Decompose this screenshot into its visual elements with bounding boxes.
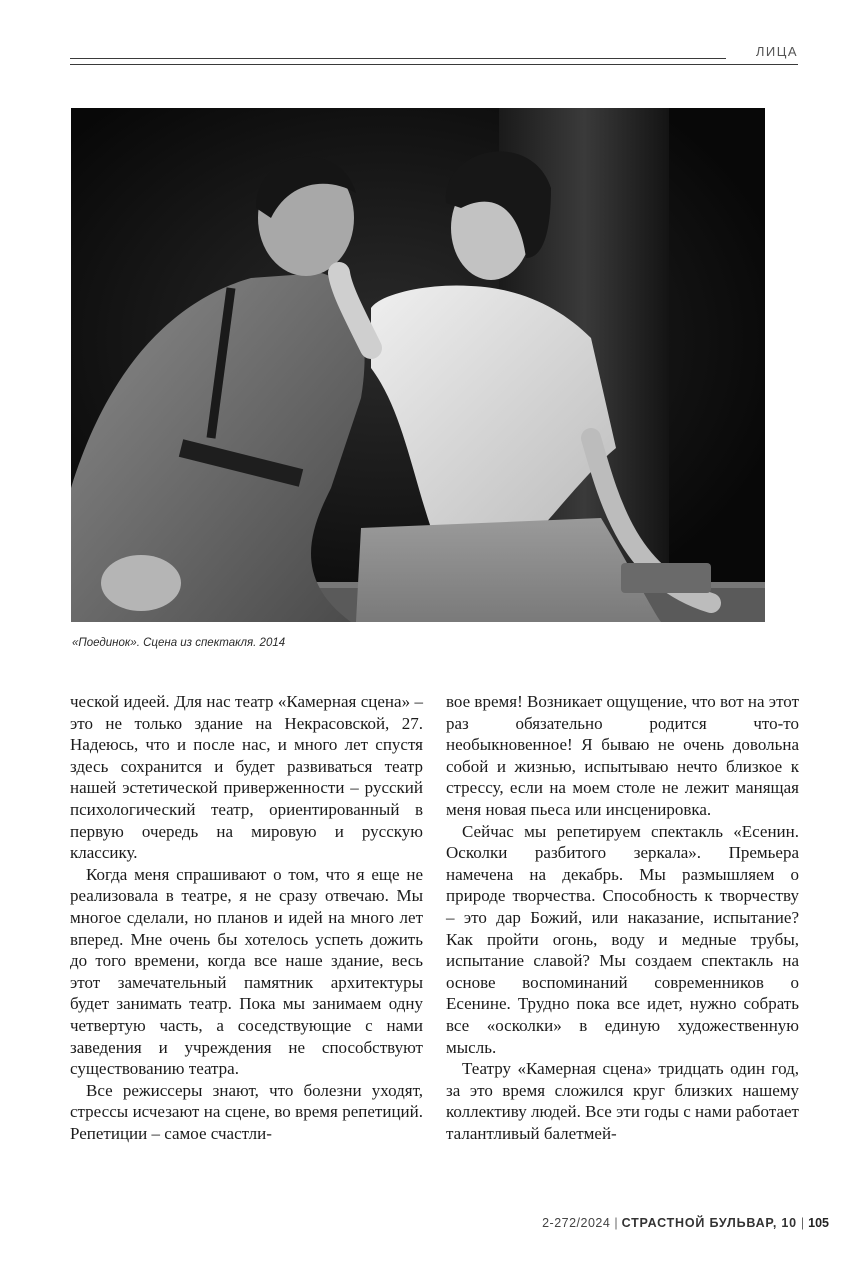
page-number: 105 xyxy=(808,1216,829,1230)
header-rule-upper xyxy=(70,58,726,59)
paragraph: Сейчас мы репетируем спектакль «Есенин. Осколки разбитого зеркала». Премьера намечена на декабрь. Мы размышляем о природе творчества. Способность к творчеству – это дар Божий, или наказание, испытание? Как пройти огонь, воду и медные трубы, испытание славой? Мы создаем спектакль на основе воспоминаний современников о Есенине. Трудно пока все идет, нужно собрать все «осколки» в единую художественную мысль. xyxy=(446,821,799,1057)
stage-photo xyxy=(71,108,765,622)
issue-number: 2-272/2024 xyxy=(542,1216,611,1230)
section-label: ЛИЦА xyxy=(755,44,798,59)
photo-caption: «Поединок». Сцена из спектакля. 2014 xyxy=(72,637,286,649)
magazine-title: СТРАСТНОЙ БУЛЬВАР, 10 xyxy=(621,1216,797,1230)
footer-separator: | xyxy=(614,1216,618,1230)
paragraph: Когда меня спрашивают о том, что я еще не реализовала в театре, я не сразу отвечаю. Мы многое сделали, но планов и идей на много лет вперед. Мне очень бы хотелось успеть дожить до того времени, когда все наше здание, весь этот замечательный памятник архитектуры будет занимать театр. Пока мы занимаем одну четвертую часть, а соседствующие с нами заведения и учреждения не способствуют существованию театра. xyxy=(70,864,423,1079)
paragraph: ческой идеей. Для нас театр «Камерная сцена» – это не только здание на Некрасовской, 27. Надеюсь, что и после нас, и много лет спустя здесь сохранится и будет развиваться театр нашей эстетической приверженности – русский психологический театр, ориентированный в первую очередь на мировую и русскую классику. xyxy=(70,692,423,863)
article-column-left xyxy=(70,691,423,1144)
paragraph: Театру «Камерная сцена» тридцать один год, за это время сложился круг близких нашему коллективу людей. Все эти годы с нами работает талантливый балетмей- xyxy=(446,1059,799,1143)
header-rule-lower xyxy=(70,64,798,65)
paragraph: Все режиссеры знают, что болезни уходят, стрессы исчезают на сцене, во время репетиций. Репетиции – самое счастли- xyxy=(70,1080,423,1143)
footer-separator: | xyxy=(800,1216,805,1230)
article-column-right xyxy=(446,691,799,1144)
page-footer xyxy=(542,1216,829,1230)
paragraph: вое время! Возникает ощущение, что вот на этот раз обязательно родится что-то необыкновенное! Я бываю не очень довольна собой и жизнью, испытываю нечто близкое к стрессу, если на моем столе не лежит манящая меня новая пьеса или инсценировка. xyxy=(446,692,799,819)
